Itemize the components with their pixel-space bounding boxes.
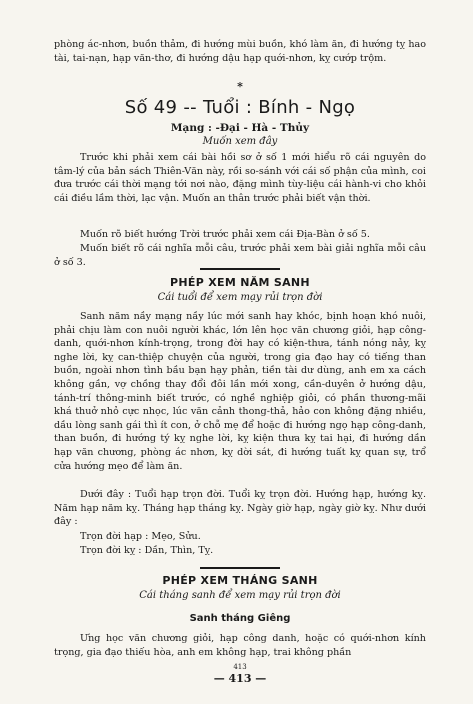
first-month-heading: Sanh tháng Giêng [189,613,291,624]
year-paragraph: Sanh năm nầy mạng nầy lúc mới sanh hay khóc, bịnh hoạn khó nuôi, phải chịu làm con nuôi người khác, lớn lên học văn chương giỏi, hạp công-danh, quới-nhơn kính-trọng, trong đời hay có kiện-thưa, tánh nóng nảy, kỵ nghe lời, kỵ can-thiệp chuyện của người, trong gia đạo hay có tiếng than buồn, ngoài nhơn tình bầu bạn hạy phản, tiền tài dư dùng, anh em xa cách không gần, vợ chồng thay đổi đôi lần mới xong, cần-duyên ở hướng dậu, tánh-trí thông-minh biết trước, có nghề nghiệp giỏi, có phần thương-mãi khá thuở nhỏ cực nhọc, lúc văn cảnh thong-thả, hảo con không đặng nhiều, dầu lòng sanh gái thì ít con, ở chỗ mẹ để hoặc đi hướng ngọ hạp công-danh, than buồn, đi hướng tý kỵ nghe lời, kỵ kiện thưa kỵ tai hại, đi hướng dần hạp văn chương, phòng ác nhơn, kỵ dời sát, đi hướng tuất kỵ quan sự, trổ cửa hướng mẹo để làm ăn. [54,311,426,472]
muon-xem-line: Muốn xem đây [202,136,278,147]
year-subheading: Cái tuổi để xem mạy rủi trọn đời [157,292,323,303]
lifetime-incompatible: Trọn đời kỵ : Dần, Thìn, Tỵ. [80,545,214,556]
divider-year [200,268,280,270]
note-earth-compass: Muốn rõ biết hướng Trời trước phải xem cái Địa-Bàn ở số 5. [80,229,370,240]
below-intro: Dưới đây : Tuổi hạp trọn đời. Tuổi kỵ trọn đời. Hướng hạp, hướng kỵ. Năm hạp năm kỵ. Tháng hạp tháng kỵ. Ngày giờ hạp, ngày giờ kỵ. Như dưới đây : [54,489,426,528]
star-ornament: * [237,80,243,93]
mang-line: Mạng : -Đại - Hà - Thủy [170,122,310,134]
month-subheading: Cái tháng sanh để xem mạy rủi trọn đời [139,590,341,601]
lifetime-compatible: Trọn đời hạp : Mẹo, Sửu. [80,531,201,542]
top-paragraph: phòng ác-nhơn, buồn thảm, đi hướng mùi buồn, khó làm ăn, đi hướng tỵ hao tài, tai-nạn, hạp văn-thơ, đi hướng dậu hạp quới-nhơn, kỵ cướp trộm. [54,39,426,64]
divider-month [200,567,280,569]
intro-paragraph: Trước khi phải xem cái bài hồi sơ ở số 1 mới hiểu rõ cái nguyên do tâm-lý của bản sách Thiên-Văn này, rồi so-sánh với cái số phận của mình, coi đưa trước cái thời mạng tới nơi nào, đặng mình tùy-liệu cái hành-vi cho khỏi cái điều lầm thời, lạc vận. Muốn an thân trước phải biết vận thời. [54,152,426,204]
section-title: Số 49 -- Tuổi : Bính - Ngọ [124,97,356,118]
page-number: — 413 — [213,672,267,685]
month-heading: PHÉP XEM THÁNG SANH [162,574,318,587]
year-heading: PHÉP XEM NĂM SANH [170,276,310,289]
note-meaning: Muốn biết rõ cái nghĩa mỗi câu, trước phải xem bài giải nghĩa mỗi câu ở số 3. [54,243,426,268]
month-paragraph: Ưng học văn chương giỏi, hạp công danh, hoặc có quới-nhơn kính trọng, gia đạo thiếu hòa, anh em không hạp, trai không phần [54,633,426,658]
page-number-small: 413 [233,663,247,671]
